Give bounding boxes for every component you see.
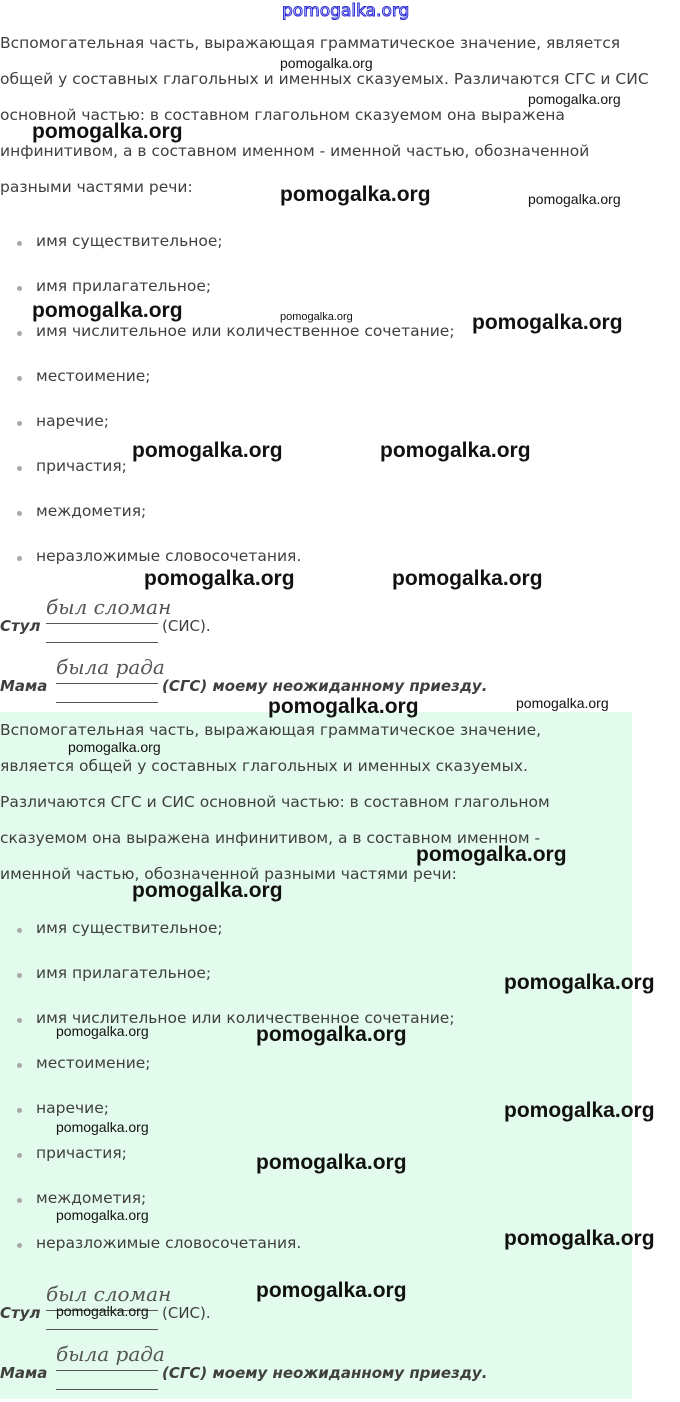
list-item-text: причастия; xyxy=(36,1144,127,1162)
paragraph-line: сказуемом она выражена инфинитивом, а в составном именном - xyxy=(0,829,541,847)
example-subject: Стул xyxy=(0,1304,41,1322)
watermark: pomogalka.org xyxy=(256,1151,407,1174)
list-item-text: местоимение; xyxy=(36,1054,151,1072)
watermark: pomogalka.org xyxy=(280,55,373,71)
watermark: pomogalka.org xyxy=(280,183,431,206)
bullet-icon xyxy=(17,1243,22,1248)
bullet-icon xyxy=(17,973,22,978)
bullet-icon xyxy=(17,556,22,561)
watermark: pomogalka.org xyxy=(132,879,283,902)
list-item-text: неразложимые словосочетания. xyxy=(36,1234,302,1252)
example-note: (СГС) моему неожиданному приезду. xyxy=(162,1364,488,1382)
watermark: pomogalka.org xyxy=(56,1207,149,1223)
watermark: pomogalka.org xyxy=(32,299,183,322)
watermark: pomogalka.org xyxy=(504,971,655,994)
list-item-text: наречие; xyxy=(36,1099,109,1117)
bullet-icon xyxy=(17,466,22,471)
list-item-text: имя существительное; xyxy=(36,232,223,250)
watermark: pomogalka.org xyxy=(68,739,161,755)
watermark: pomogalka.org xyxy=(56,1023,149,1039)
bullet-icon xyxy=(17,241,22,246)
list-item-text: междометия; xyxy=(36,502,147,520)
list-item-text: имя числительное или количественное сочетание; xyxy=(36,1009,455,1027)
bullet-icon xyxy=(17,928,22,933)
watermark: pomogalka.org xyxy=(392,567,543,590)
bullet-icon xyxy=(17,1063,22,1068)
paragraph-line: Вспомогательная часть, выражающая грамматическое значение, является xyxy=(0,34,621,52)
paragraph-line: именной частью, обозначенной разными частями речи: xyxy=(0,865,457,883)
watermark: pomogalka.org xyxy=(32,120,183,143)
bullet-icon xyxy=(17,1153,22,1158)
example-predicate: была рада xyxy=(56,1342,158,1400)
watermark: pomogalka.org xyxy=(504,1099,655,1122)
bullet-icon xyxy=(17,286,22,291)
example-note: (СИС). xyxy=(162,617,211,635)
example-subject: Стул xyxy=(0,617,41,635)
paragraph-line: общей у составных глагольных и именных сказуемых. Различаются СГС и СИС xyxy=(0,70,649,88)
paragraph-line: разными частями речи: xyxy=(0,178,193,196)
watermark: pomogalka.org xyxy=(280,311,353,323)
watermark: pomogalka.org xyxy=(472,311,623,334)
example-note: (СГС) моему неожиданному приезду. xyxy=(162,677,488,695)
bullet-icon xyxy=(17,421,22,426)
example-subject: Мама xyxy=(0,1364,48,1382)
bullet-icon xyxy=(17,511,22,516)
bullet-icon xyxy=(17,1198,22,1203)
watermark: pomogalka.org xyxy=(256,1279,407,1302)
example-sentence xyxy=(0,1342,600,1402)
watermark: pomogalka.org xyxy=(528,91,621,107)
bullet-icon xyxy=(17,1108,22,1113)
list-item-text: имя существительное; xyxy=(36,919,223,937)
list-item-text: наречие; xyxy=(36,412,109,430)
watermark: pomogalka.org xyxy=(56,1303,149,1319)
watermark: pomogalka.org xyxy=(268,695,419,718)
watermark: pomogalka.org xyxy=(132,439,283,462)
watermark: pomogalka.org xyxy=(380,439,531,462)
watermark: pomogalka.org xyxy=(528,191,621,207)
paragraph-line: является общей у составных глагольных и именных сказуемых. xyxy=(0,757,528,775)
example-predicate: была рада xyxy=(56,655,158,713)
list-item-text: причастия; xyxy=(36,457,127,475)
list-item-text: имя прилагательное; xyxy=(36,964,212,982)
watermark: pomogalka.org xyxy=(56,1119,149,1135)
site-logo[interactable]: pomogalka.org xyxy=(282,1,410,21)
paragraph-line: Различаются СГС и СИС основной частью: в составном глагольном xyxy=(0,793,550,811)
bullet-icon xyxy=(17,1018,22,1023)
watermark: pomogalka.org xyxy=(256,1023,407,1046)
watermark: pomogalka.org xyxy=(144,567,295,590)
watermark: pomogalka.org xyxy=(516,695,609,711)
list-item-text: имя прилагательное; xyxy=(36,277,212,295)
watermark: pomogalka.org xyxy=(416,843,567,866)
example-predicate: был сломан xyxy=(46,1282,158,1340)
list-item-text: имя числительное или количественное сочетание; xyxy=(36,322,455,340)
list-item-text: неразложимые словосочетания. xyxy=(36,547,302,565)
example-sentence xyxy=(0,595,600,655)
paragraph-line: Вспомогательная часть, выражающая грамматическое значение, xyxy=(0,721,542,739)
list-item-text: междометия; xyxy=(36,1189,147,1207)
bullet-icon xyxy=(17,376,22,381)
bullet-icon xyxy=(17,331,22,336)
list-item-text: местоимение; xyxy=(36,367,151,385)
example-predicate: был сломан xyxy=(46,595,158,653)
paragraph-line: инфинитивом, а в составном именном - именной частью, обозначенной xyxy=(0,142,590,160)
example-subject: Мама xyxy=(0,677,48,695)
paragraph-line: основной частью: в составном глагольном сказуемом она выражена xyxy=(0,106,565,124)
example-note: (СИС). xyxy=(162,1304,211,1322)
watermark: pomogalka.org xyxy=(504,1227,655,1250)
